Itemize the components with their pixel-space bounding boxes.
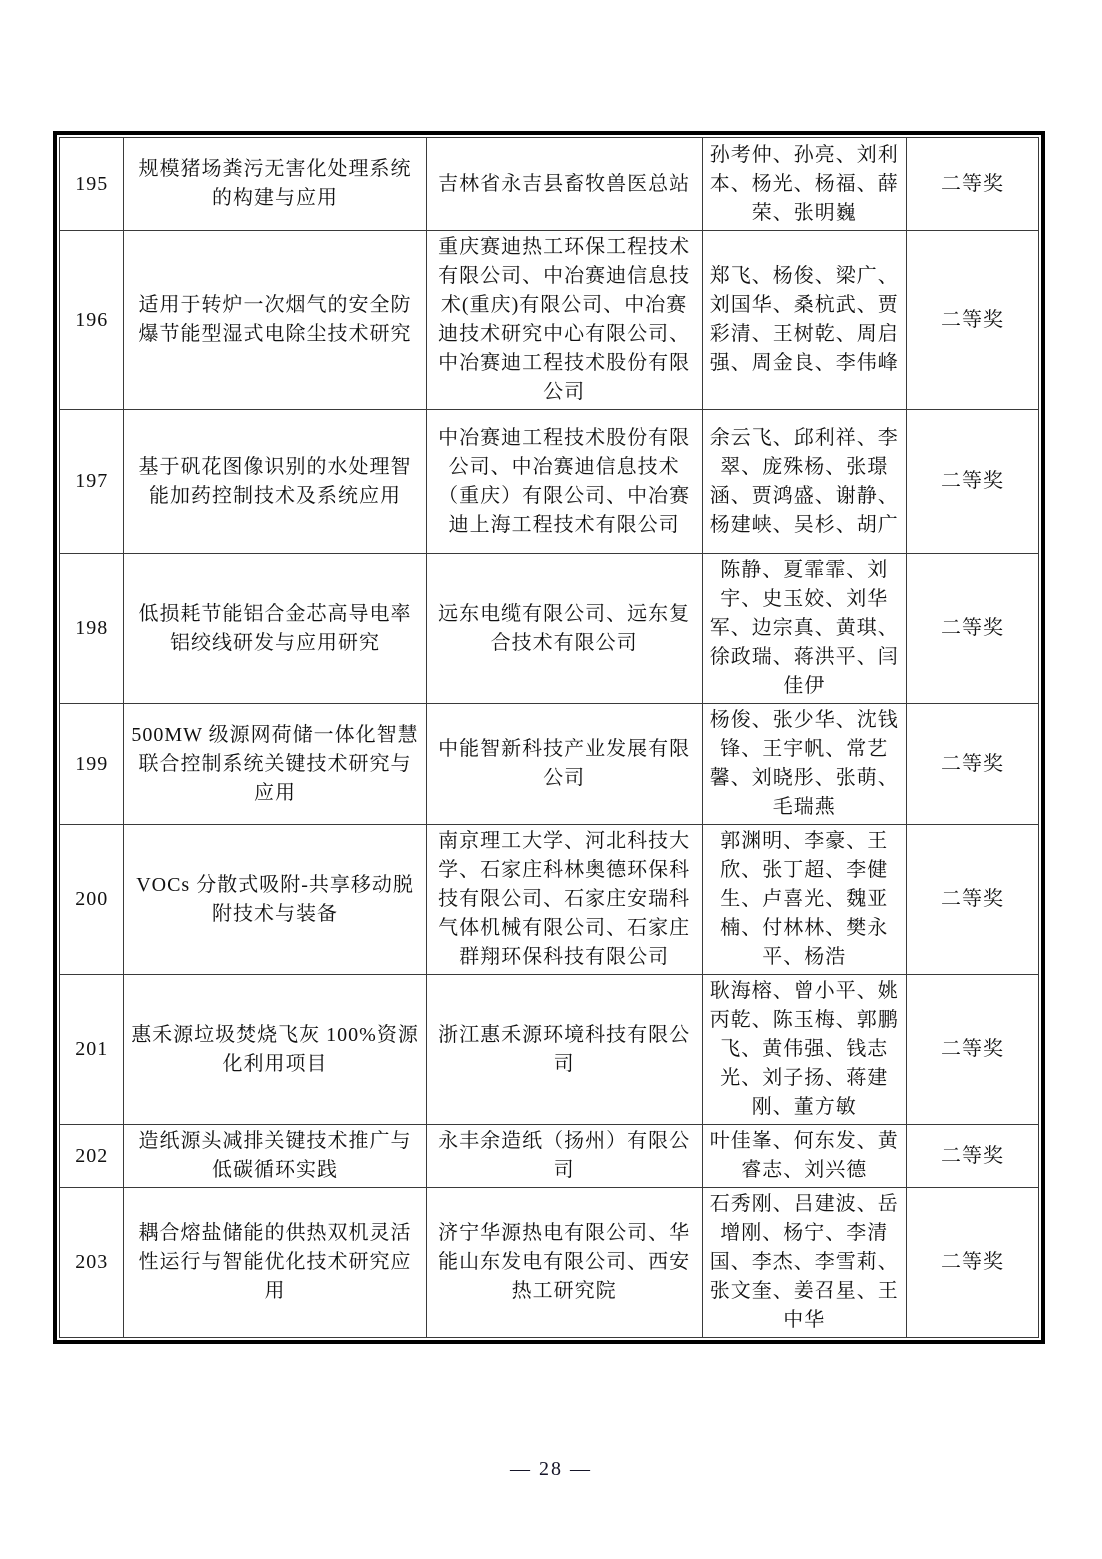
project-name-cell: 500MW 级源网荷储一体化智慧联合控制系统关键技术研究与应用 (124, 704, 426, 825)
award-level-cell: 二等奖 (907, 554, 1039, 704)
organizations-cell: 中冶赛迪工程技术股份有限公司、中冶赛迪信息技术（重庆）有限公司、中冶赛迪上海工程技术有限公司 (426, 410, 702, 554)
participants-cell: 余云飞、邱利祥、李翠、庞殊杨、张璟涵、贾鸿盛、谢静、杨建峡、吴杉、胡广 (702, 410, 906, 554)
award-level-cell: 二等奖 (907, 231, 1039, 410)
organizations-cell: 济宁华源热电有限公司、华能山东发电有限公司、西安热工研究院 (426, 1188, 702, 1338)
project-name-cell: 惠禾源垃圾焚烧飞灰 100%资源化利用项目 (124, 975, 426, 1125)
table-row (60, 975, 1039, 1125)
award-level-cell: 二等奖 (907, 825, 1039, 975)
row-number-cell: 202 (60, 1125, 124, 1188)
project-name-cell: 基于矾花图像识别的水处理智能加药控制技术及系统应用 (124, 410, 426, 554)
row-number-cell: 198 (60, 554, 124, 704)
participants-cell: 耿海榕、曾小平、姚丙乾、陈玉梅、郭鹏飞、黄伟强、钱志光、刘子扬、蒋建刚、董方敏 (702, 975, 906, 1125)
table-row (60, 1125, 1039, 1188)
row-number-cell: 197 (60, 410, 124, 554)
organizations-cell: 南京理工大学、河北科技大学、石家庄科林奥德环保科技有限公司、石家庄安瑞科气体机械有限公司、石家庄群翔环保科技有限公司 (426, 825, 702, 975)
project-name-cell: 低损耗节能铝合金芯高导电率铝绞线研发与应用研究 (124, 554, 426, 704)
awards-table (53, 131, 1045, 1344)
organizations-cell: 重庆赛迪热工环保工程技术有限公司、中冶赛迪信息技术(重庆)有限公司、中冶赛迪技术研究中心有限公司、中冶赛迪工程技术股份有限公司 (426, 231, 702, 410)
award-level-cell: 二等奖 (907, 704, 1039, 825)
award-level-cell: 二等奖 (907, 975, 1039, 1125)
row-number-cell: 201 (60, 975, 124, 1125)
awards-table-body (60, 138, 1039, 1338)
awards-table-grid (59, 137, 1039, 1338)
page-number: — 28 — (510, 1458, 592, 1480)
participants-cell: 郑飞、杨俊、梁广、刘国华、桑杭武、贾彩清、王树乾、周启强、周金良、李伟峰 (702, 231, 906, 410)
organizations-cell: 浙江惠禾源环境科技有限公司 (426, 975, 702, 1125)
table-row (60, 410, 1039, 554)
row-number-cell: 196 (60, 231, 124, 410)
participants-cell: 石秀刚、吕建波、岳增刚、杨宁、李清国、李杰、李雪莉、张文奎、姜召星、王中华 (702, 1188, 906, 1338)
table-row (60, 138, 1039, 231)
row-number-cell: 195 (60, 138, 124, 231)
award-level-cell: 二等奖 (907, 1125, 1039, 1188)
organizations-cell: 吉林省永吉县畜牧兽医总站 (426, 138, 702, 231)
table-row (60, 1188, 1039, 1338)
table-row (60, 704, 1039, 825)
organizations-cell: 中能智新科技产业发展有限公司 (426, 704, 702, 825)
participants-cell: 郭渊明、李豪、王欣、张丁超、李健生、卢喜光、魏亚楠、付林林、樊永平、杨浩 (702, 825, 906, 975)
project-name-cell: 造纸源头减排关键技术推广与低碳循环实践 (124, 1125, 426, 1188)
row-number-cell: 203 (60, 1188, 124, 1338)
row-number-cell: 199 (60, 704, 124, 825)
award-level-cell: 二等奖 (907, 138, 1039, 231)
row-number-cell: 200 (60, 825, 124, 975)
project-name-cell: 适用于转炉一次烟气的安全防爆节能型湿式电除尘技术研究 (124, 231, 426, 410)
participants-cell: 杨俊、张少华、沈钱锋、王宇帆、常艺馨、刘晓彤、张萌、毛瑞燕 (702, 704, 906, 825)
table-row (60, 554, 1039, 704)
participants-cell: 孙考仲、孙亮、刘利本、杨光、杨福、薛荣、张明巍 (702, 138, 906, 231)
table-row (60, 231, 1039, 410)
project-name-cell: VOCs 分散式吸附-共享移动脱附技术与装备 (124, 825, 426, 975)
participants-cell: 陈静、夏霏霏、刘宇、史玉姣、刘华军、边宗真、黄琪、徐政瑞、蒋洪平、闫佳伊 (702, 554, 906, 704)
project-name-cell: 规模猪场粪污无害化处理系统的构建与应用 (124, 138, 426, 231)
organizations-cell: 永丰余造纸（扬州）有限公司 (426, 1125, 702, 1188)
award-level-cell: 二等奖 (907, 410, 1039, 554)
project-name-cell: 耦合熔盐储能的供热双机灵活性运行与智能优化技术研究应用 (124, 1188, 426, 1338)
organizations-cell: 远东电缆有限公司、远东复合技术有限公司 (426, 554, 702, 704)
participants-cell: 叶佳峯、何东发、黄睿志、刘兴德 (702, 1125, 906, 1188)
table-row (60, 825, 1039, 975)
award-level-cell: 二等奖 (907, 1188, 1039, 1338)
